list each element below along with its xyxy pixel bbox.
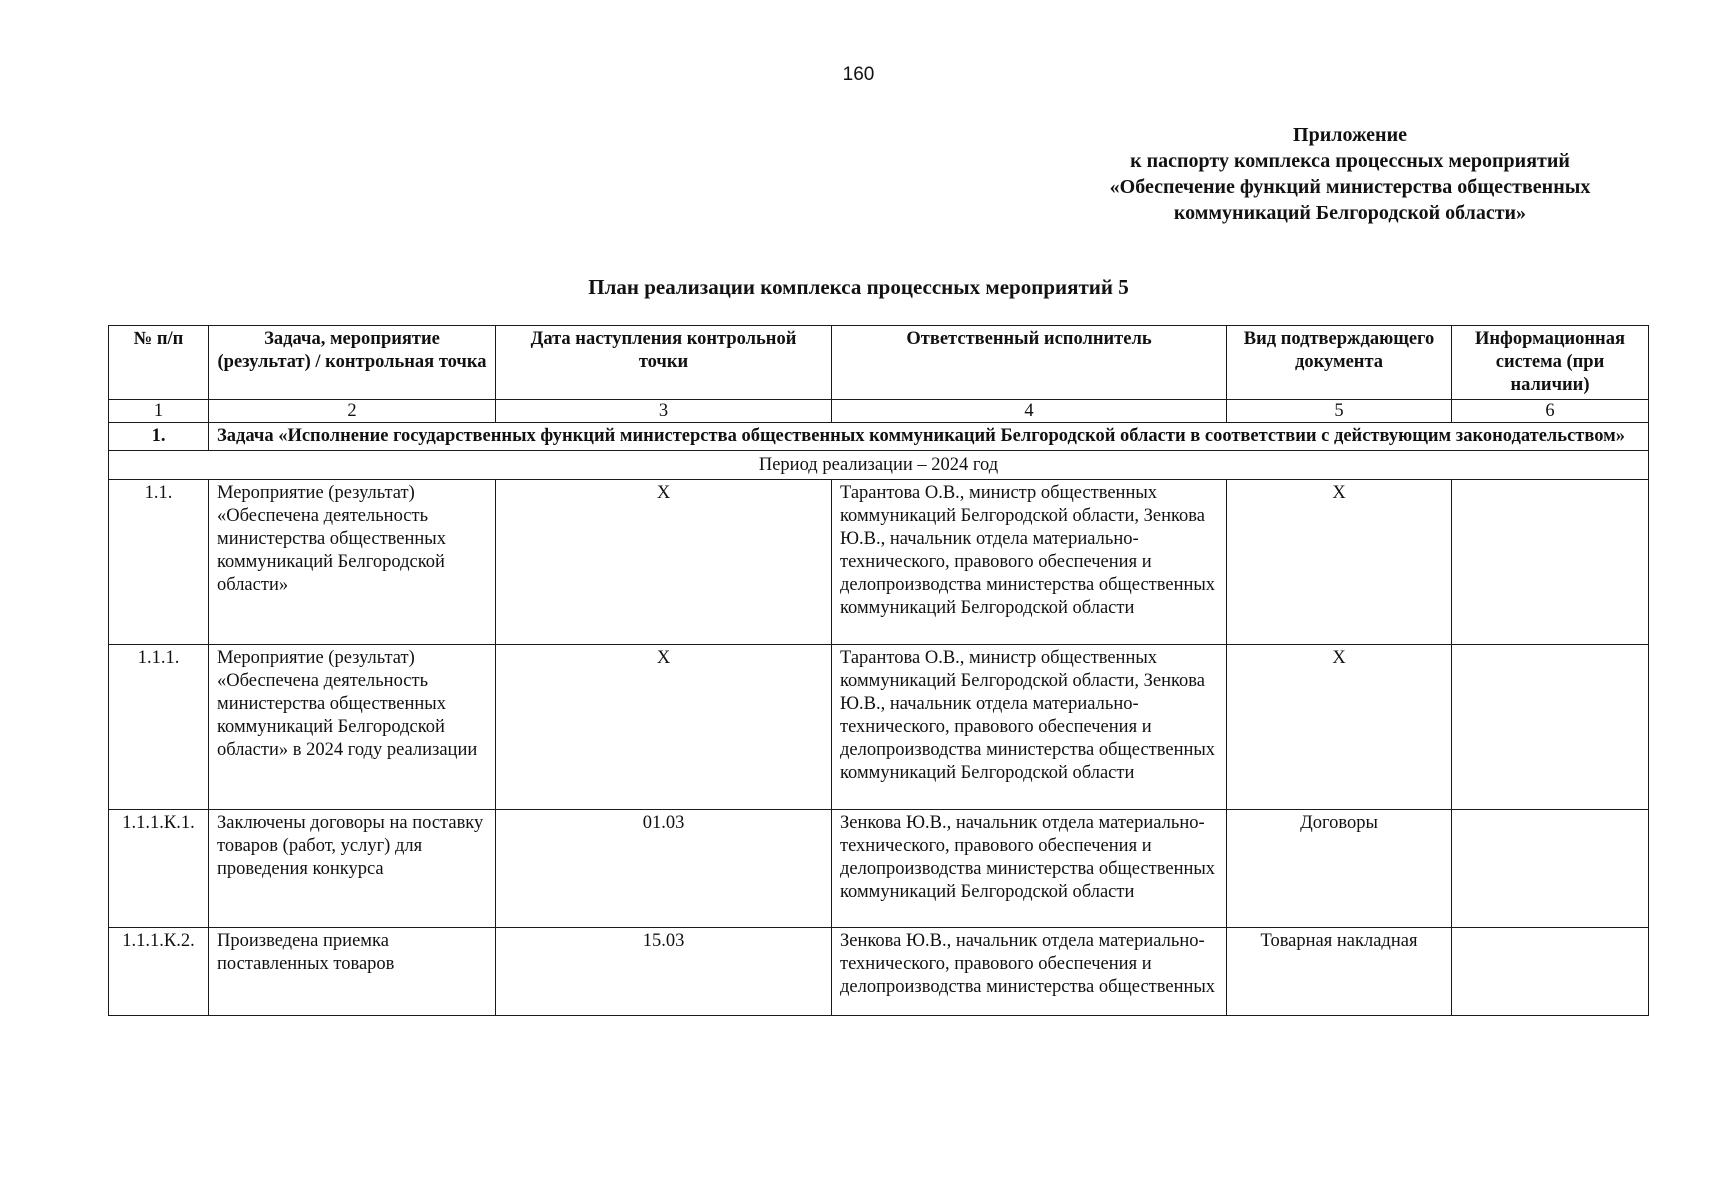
header-responsible: Ответственный исполнитель — [832, 326, 1227, 400]
column-number: 2 — [209, 400, 496, 423]
task-num: 1. — [109, 423, 209, 451]
header-task: Задача, мероприятие (результат) / контрольная точка — [209, 326, 496, 400]
row-task: Мероприятие (результат) «Обеспечена деятельность министерства общественных коммуникаций Белгородской области» — [209, 480, 496, 645]
table-row — [109, 928, 1649, 1016]
row-num: 1.1.1. — [109, 645, 209, 810]
plan-table — [108, 325, 1649, 1016]
row-responsible: Тарантова О.В., министр общественных коммуникаций Белгородской области, Зенкова Ю.В., начальник отдела материально-технического, правового обеспечения и делопроизводства министерства общественных коммуникаций Белгородской области — [832, 480, 1227, 645]
row-task: Мероприятие (результат) «Обеспечена деятельность министерства общественных коммуникаций Белгородской области» в 2024 году реализации — [209, 645, 496, 810]
header-row — [109, 326, 1649, 400]
row-system — [1452, 480, 1649, 645]
table-row — [109, 810, 1649, 928]
row-date: 01.03 — [496, 810, 832, 928]
column-numbers-row — [109, 400, 1649, 423]
column-number: 1 — [109, 400, 209, 423]
table-row — [109, 480, 1649, 645]
row-system — [1452, 645, 1649, 810]
column-number: 4 — [832, 400, 1227, 423]
row-doc: Договоры — [1227, 810, 1452, 928]
column-number: 3 — [496, 400, 832, 423]
period-text: Период реализации – 2024 год — [109, 451, 1649, 480]
task-row — [109, 423, 1649, 451]
plan-title: План реализации комплекса процессных мероприятий 5 — [588, 275, 1129, 299]
row-doc: Товарная накладная — [1227, 928, 1452, 1016]
column-number: 5 — [1227, 400, 1452, 423]
row-responsible: Зенкова Ю.В., начальник отдела материально-технического, правового обеспечения и делопроизводства министерства общественных — [832, 928, 1227, 1016]
header-num: № п/п — [109, 326, 209, 400]
row-date: X — [496, 480, 832, 645]
header-system: Информационная система (при наличии) — [1452, 326, 1649, 400]
page-number: 160 — [842, 64, 875, 85]
appendix-line-1: Приложение — [1293, 124, 1407, 146]
row-doc: X — [1227, 480, 1452, 645]
row-task: Заключены договоры на поставку товаров (работ, услуг) для проведения конкурса — [209, 810, 496, 928]
appendix-line-4: коммуникаций Белгородской области» — [1173, 202, 1527, 224]
row-date: X — [496, 645, 832, 810]
row-num: 1.1. — [109, 480, 209, 645]
period-row — [109, 451, 1649, 480]
header-date: Дата наступления контрольной точки — [496, 326, 832, 400]
row-responsible: Тарантова О.В., министр общественных коммуникаций Белгородской области, Зенкова Ю.В., начальник отдела материально-технического, правового обеспечения и делопроизводства министерства общественных коммуникаций Белгородской области — [832, 645, 1227, 810]
table-row — [109, 645, 1649, 810]
column-number: 6 — [1452, 400, 1649, 423]
appendix-line-2: к паспорту комплекса процессных мероприятий — [1130, 150, 1570, 172]
row-num: 1.1.1.К.1. — [109, 810, 209, 928]
row-responsible: Зенкова Ю.В., начальник отдела материально-технического, правового обеспечения и делопроизводства министерства общественных коммуникаций Белгородской области — [832, 810, 1227, 928]
row-date: 15.03 — [496, 928, 832, 1016]
row-system — [1452, 810, 1649, 928]
row-doc: X — [1227, 645, 1452, 810]
row-task: Произведена приемка поставленных товаров — [209, 928, 496, 1016]
header-doc: Вид подтверждающего документа — [1227, 326, 1452, 400]
appendix-line-3: «Обеспечение функций министерства общественных — [1109, 176, 1591, 198]
appendix-header — [1030, 122, 1670, 226]
row-num: 1.1.1.К.2. — [109, 928, 209, 1016]
task-text: Задача «Исполнение государственных функций министерства общественных коммуникаций Белгородской области в соответствии с действующим законодательством» — [209, 423, 1649, 451]
row-system — [1452, 928, 1649, 1016]
